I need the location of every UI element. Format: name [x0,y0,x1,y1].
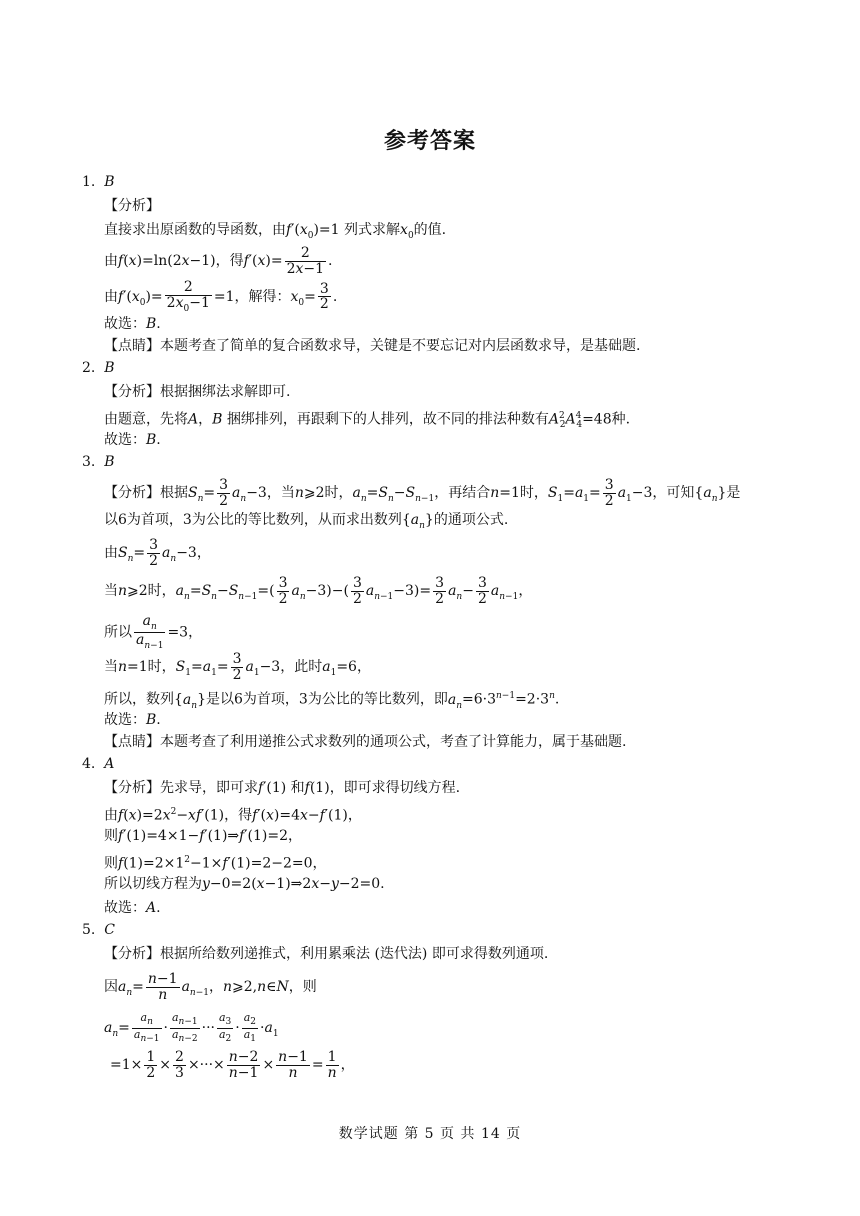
q1-analysis-text: 直接求出原函数的导函数，由$f'(x_0)=1$ 列式求解$x_0$的值. [104,222,447,241]
q4-analysis: 【分析】先求导，即可求f′(1) 和f(1)，即可求得切线方程. [104,780,461,796]
question-1-number: 1. B [82,174,115,190]
q1-note: 【点睛】本题考查了简单的复合函数求导，关键是不要忘记对内层函数求导，是基础题. [104,338,641,354]
q3-analysis-line-1: 【分析】根据$S_n=$ $\frac{3}{2}$ $a_n-3$，当n⩾2时，$a_n=S_n-S_{n-1}$，再结合n=1时，$S_1=a_1=$ $\frac{3}{2}$ $a_1-3$，可知$\{a_n\}$是 [104,477,741,509]
q3-recurrence: 当n⩾2时，$a_n=S_n-S_{n-1}=$( $\frac{3}{2}$ $a_n-3)-$( $\frac{3}{2}$ $a_{n-1}-3)=$ $\frac{3}{2}$ $a_n-$ $\frac{3}{2}$ $a_{n-1}$， [104,575,533,607]
q1-choice: 故选：B. [104,316,161,332]
question-4-number: 4. A [82,756,115,772]
q3-note: 【点睛】本题考查了利用递推公式求数列的通项公式，考查了计算能力，属于基础题. [104,734,627,750]
page-title: 参考答案 [383,128,476,154]
q3-ratio: 所以 $\frac{a_n}{a_{n-1}}$ =3， [104,613,203,652]
q1-derivative-line: 由f(x)=ln(2x−1)，得f′(x)= $\frac{2}{2x-1}$ . [104,245,333,277]
question-3-number: 3. B [82,454,115,470]
q4-f-1: 则$f(1)=2\times 1^2-1\times f'(1)=2-2=0$， [104,855,327,872]
q3-first-term: 当n=1时，$S_1=a_1=$ $\frac{3}{2}$ $a_1-3$，此时$a_1=6$， [104,651,371,683]
q4-tangent-line: 所以切线方程为y−0=2(x−1)⇒2x−y−2=0. [104,876,385,892]
q3-analysis-line-2: 以6为首项，3为公比的等比数列，从而求出数列$\{a_n\}$的通项公式. [104,512,509,531]
q4-derivative: 由$f(x)=2x^2-xf'(1)$，得f′(x)=4x−f′(1)， [104,807,362,824]
q3-given: 由$S_n=$ $\frac{3}{2}$ $a_n-3$， [104,537,211,569]
q1-solve-line: 由$f'(x_0)=$ $\frac{2}{2x_0-1}$ =1，解得：$x_0=$ $\frac{3}{2}$ . [104,279,338,314]
q2-solution: 由题意，先将A，B 捆绑排列，再跟剩下的人排列，故不同的排法种数有$A^2_2A^4_4=48$种. [104,411,631,431]
question-2-number: 2. B [82,360,115,376]
q4-f-prime-1: 则f′(1)=4×1−f′(1)⇒f′(1)=2， [104,828,302,844]
q2-analysis: 【分析】根据捆绑法求解即可. [104,384,291,400]
q5-analysis: 【分析】根据所给数列递推式，利用累乘法 (迭代法) 即可求得数列通项. [104,946,549,962]
q5-recurrence: 因$a_n=$ $\frac{n-1}{n}$ $a_{n-1}$，n⩾2,n∈N，则 [104,971,317,1003]
question-5-number: 5. C [82,922,115,938]
q2-choice: 故选：B. [104,432,161,448]
q5-product-result: =1× $\frac{1}{2}$ × $\frac{2}{3}$ ×···× $\frac{n-2}{n-1}$ × $\frac{n-1}{n}$ = $\frac{1}{n}$ ， [110,1049,355,1081]
q3-general-term: 所以，数列$\{a_n\}$是以6为首项，3为公比的等比数列，即$a_n=6\cdot 3^{n-1}=2\cdot 3^n$. [104,691,560,711]
q3-choice: 故选：B. [104,712,161,728]
q5-product: $a_n=$ $\frac{a_n}{a_{n-1}}$ · $\frac{a_{n-1}}{a_{n-2}}$ ··· $\frac{a_3}{a_2}$ · $\frac{a_2}{a_1}$ $\cdot a_1$ [104,1011,279,1044]
q1-analysis-label: 【分析】 [104,198,160,214]
q4-choice: 故选：A. [104,900,161,916]
page-footer: 数学试题 第 5 页 共 14 页 [338,1126,522,1142]
